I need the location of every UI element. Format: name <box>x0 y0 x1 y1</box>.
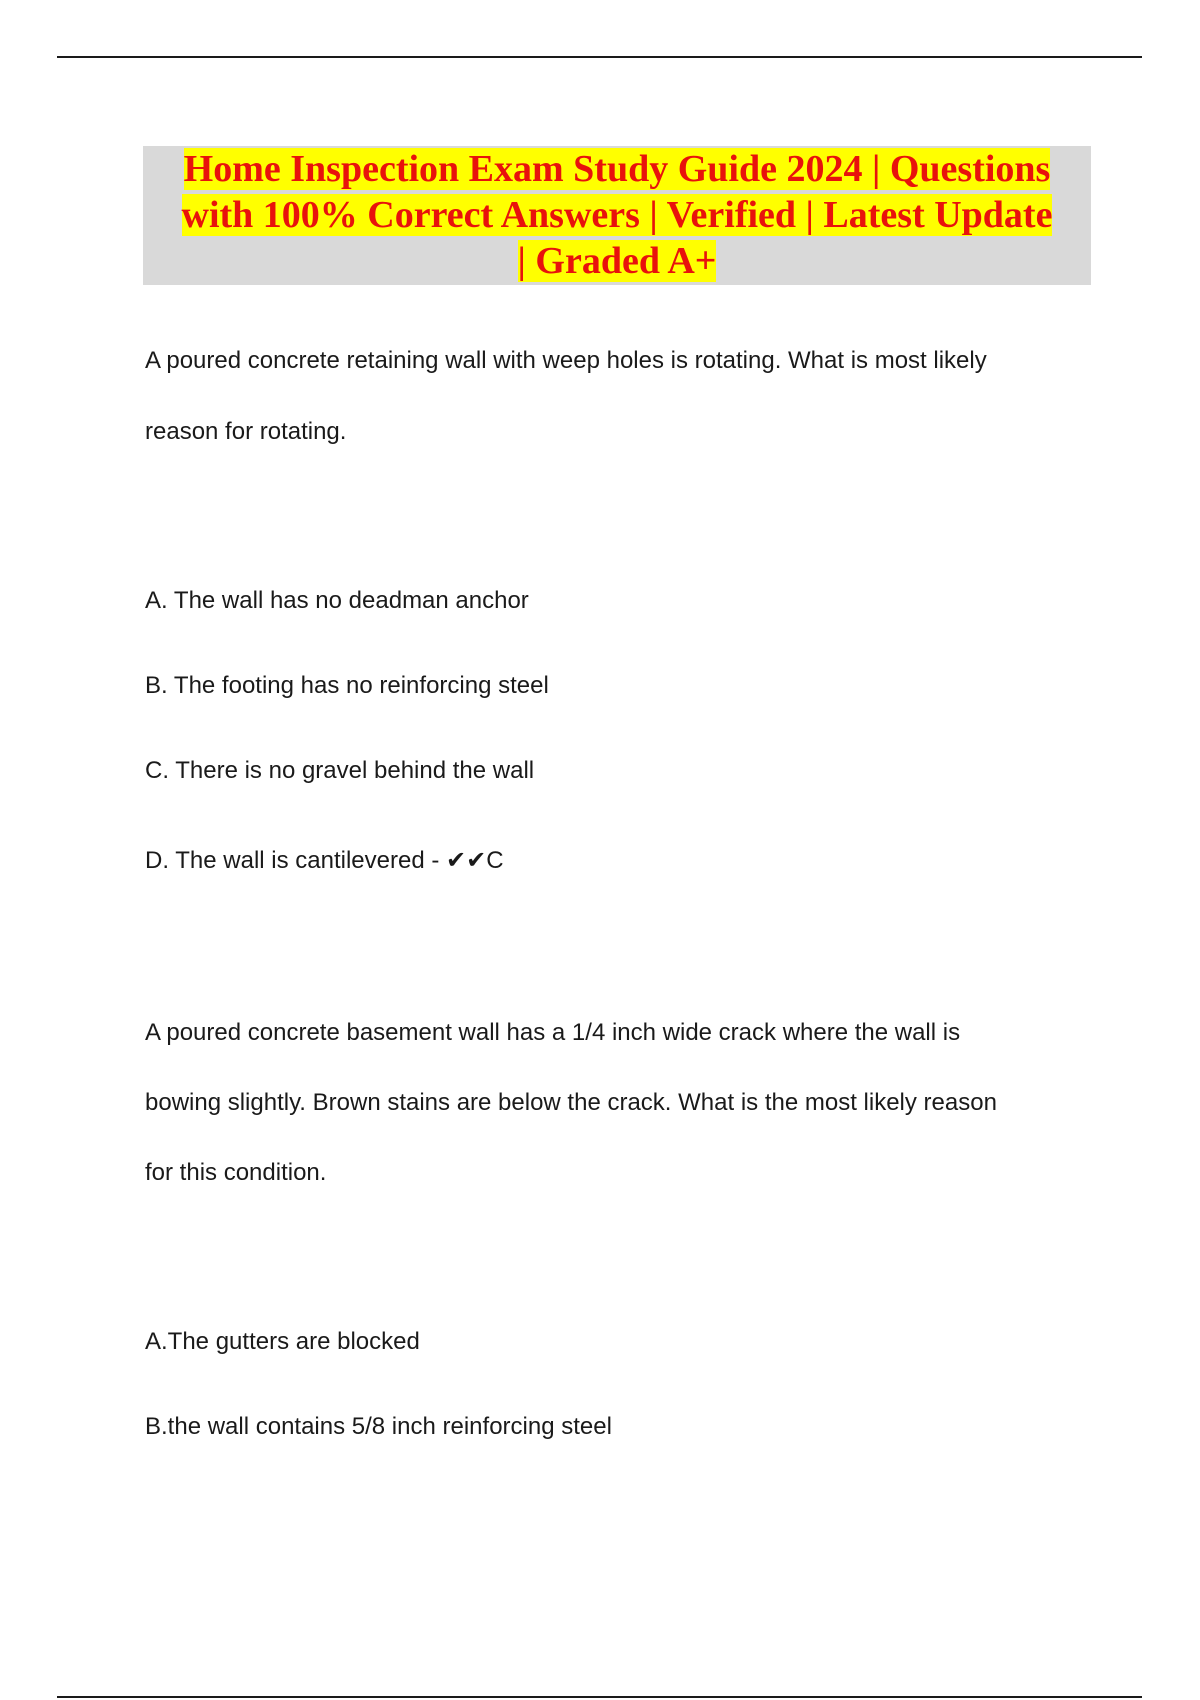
bottom-rule <box>57 1696 1142 1698</box>
question-1-option-b: B. The footing has no reinforcing steel <box>145 672 549 699</box>
question-2-prompt-line-2: bowing slightly. Brown stains are below the crack. What is the most likely reason <box>145 1089 997 1116</box>
question-1-prompt-line-2: reason for rotating. <box>145 418 347 445</box>
title-line-3: | Graded A+ <box>517 240 717 282</box>
title-box <box>143 146 1091 285</box>
question-2-prompt-line-3: for this condition. <box>145 1159 327 1186</box>
top-rule <box>57 56 1142 58</box>
question-2-option-b: B.the wall contains 5/8 inch reinforcing steel <box>145 1413 612 1440</box>
question-1-option-c: C. There is no gravel behind the wall <box>145 757 535 784</box>
question-1-option-a: A. The wall has no deadman anchor <box>145 587 529 614</box>
document-title <box>143 146 1091 284</box>
question-1-prompt-line-1: A poured concrete retaining wall with weep holes is rotating. What is most likely <box>145 347 987 374</box>
question-1-option-d: D. The wall is cantilevered - ✔✔C <box>145 847 504 874</box>
title-line-1: Home Inspection Exam Study Guide 2024 | Questions <box>183 148 1051 190</box>
question-2-option-a: A.The gutters are blocked <box>145 1328 420 1355</box>
question-2-prompt-line-1: A poured concrete basement wall has a 1/4 inch wide crack where the wall is <box>145 1019 961 1046</box>
title-line-2: with 100% Correct Answers | Verified | Latest Update <box>181 194 1053 236</box>
